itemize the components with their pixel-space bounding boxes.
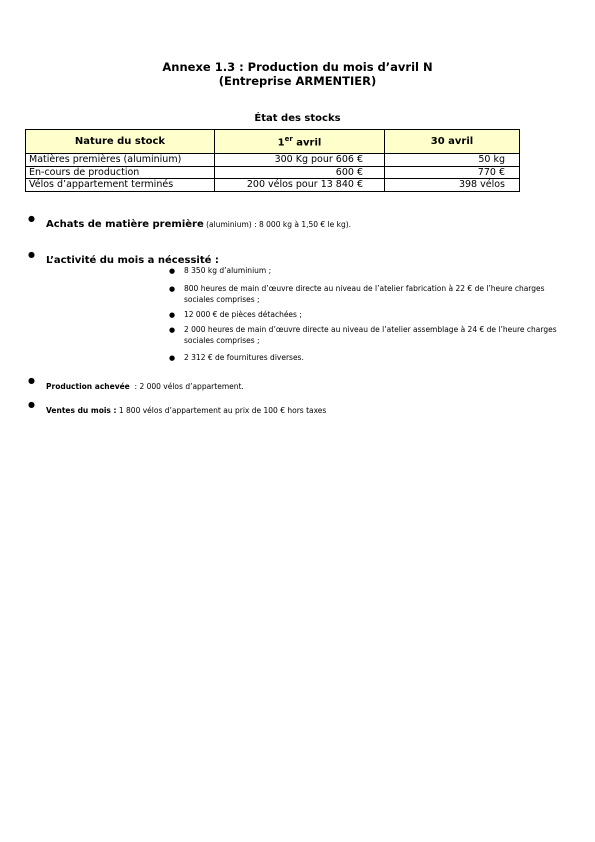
row-start-value: 200 vélos pour 13 840 € <box>215 179 385 192</box>
sales-item <box>46 398 326 417</box>
activity-list-item: 8 350 kg d’aluminium ; <box>184 266 272 275</box>
row-label: Matières premières (aluminium) <box>26 154 215 167</box>
header-end-date: 30 avril <box>385 130 520 154</box>
activity-list-item: 12 000 € de pièces détachées ; <box>184 310 302 319</box>
sub-bullet-icon: ● <box>169 326 176 334</box>
production-item <box>46 374 244 393</box>
sub-bullet-icon: ● <box>169 267 176 275</box>
row-end-value: 50 kg <box>385 154 520 167</box>
sales-text: 1 800 vélos d’appartement au prix de 100 € hors taxes <box>116 406 327 415</box>
row-end-value: 770 € <box>385 166 520 179</box>
sub-bullet-icon: ● <box>169 285 176 293</box>
header-start-day: 1 <box>277 137 285 149</box>
table-row <box>26 154 520 167</box>
table-row <box>26 166 520 179</box>
header-nature: Nature du stock <box>26 130 215 154</box>
production-label: Production achevée <box>46 382 130 391</box>
bullet-dot-icon: ● <box>28 400 35 409</box>
header-start-month: avril <box>292 137 322 149</box>
production-text: : 2 000 vélos d’appartement. <box>129 382 244 391</box>
sub-bullet-icon: ● <box>169 354 176 362</box>
purchases-label: Achats de matière première <box>46 219 204 230</box>
bullet-dot-icon: ● <box>28 376 35 385</box>
row-end-value: 398 vélos <box>385 179 520 192</box>
row-start-value: 300 Kg pour 606 € <box>215 154 385 167</box>
sub-bullet-icon: ● <box>169 311 176 319</box>
bullet-dot-icon: ● <box>28 214 35 223</box>
row-start-value: 600 € <box>215 166 385 179</box>
table-header-row <box>26 130 520 154</box>
document-title: Annexe 1.3 : Production du mois d’avril N <box>162 60 433 74</box>
purchases-text: (aluminium) : 8 000 kg à 1,50 € le kg). <box>203 220 352 229</box>
stock-table <box>25 129 520 192</box>
activity-label: L’activité du mois a nécessité : <box>46 255 219 266</box>
row-label: En-cours de production <box>26 166 215 179</box>
header-start-date <box>215 130 385 154</box>
sales-label: Ventes du mois : <box>46 406 117 415</box>
table-row <box>26 179 520 192</box>
activity-list-item: 2 000 heures de main d’œuvre directe au niveau de l’atelier assemblage à 24 € de l’heure charges sociales comprises ; <box>184 325 557 345</box>
table-title: État des stocks <box>254 113 341 124</box>
bullet-dot-icon: ● <box>28 250 35 259</box>
document-subtitle: (Entreprise ARMENTIER) <box>218 74 377 88</box>
purchases-item <box>46 212 351 231</box>
row-label: Vélos d’appartement terminés <box>26 179 215 192</box>
header-start-sup: er <box>284 134 293 143</box>
activity-list-item: 2 312 € de fournitures diverses. <box>184 353 304 362</box>
activity-list-item: 800 heures de main d’œuvre directe au niveau de l’atelier fabrication à 22 € de l’heure charges sociales comprises ; <box>184 284 545 304</box>
